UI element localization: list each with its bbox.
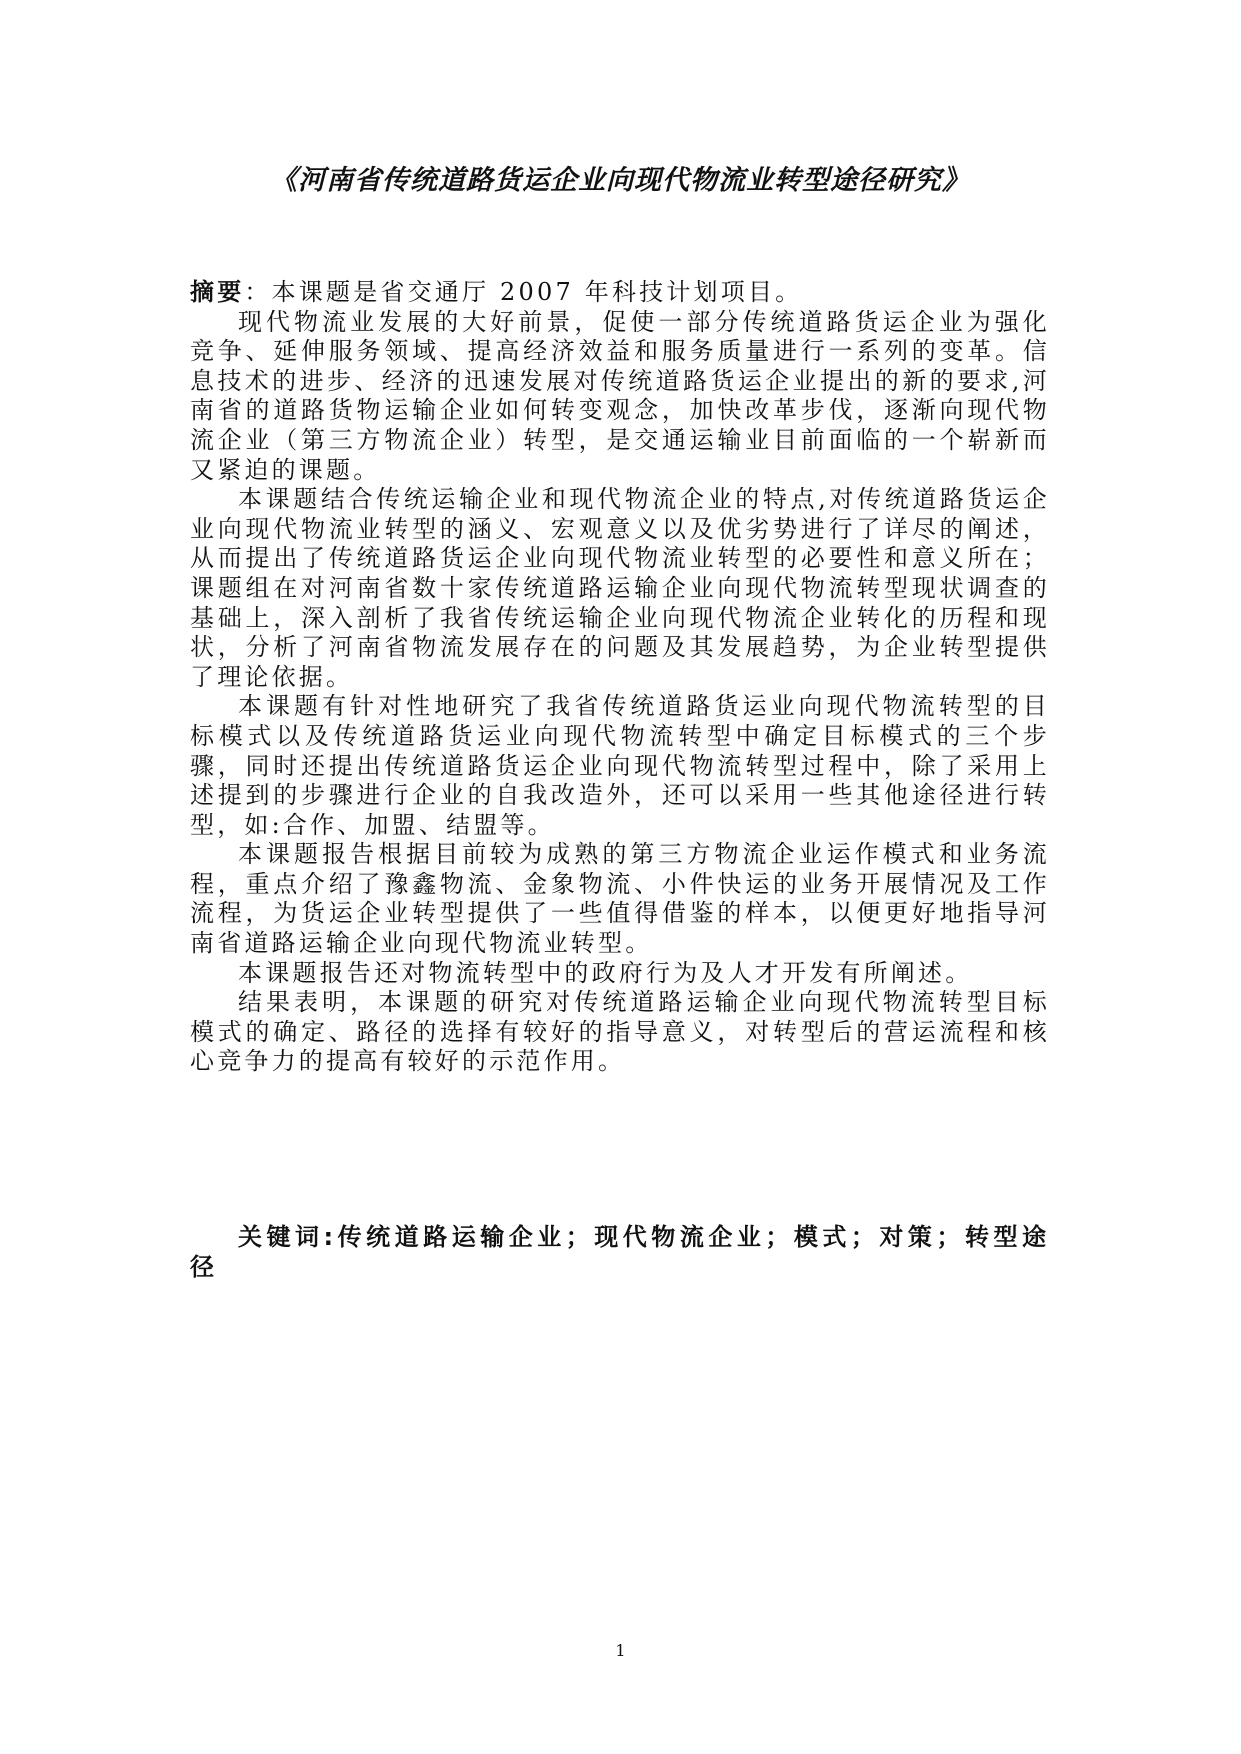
abstract-intro-paragraph [190,278,1050,308]
keywords-paragraph: 关键词:传统道路运输企业；现代物流企业；模式；对策；转型途径 [190,1223,1050,1281]
abstract-paragraph: 结果表明，本课题的研究对传统道路运输企业向现代物流转型目标模式的确定、路径的选择有较好的指导意义，对转型后的营运流程和核心竞争力的提高有较好的示范作用。 [190,988,1050,1076]
abstract-paragraph: 本课题有针对性地研究了我省传统道路货运业向现代物流转型的目标模式以及传统道路货运业向现代物流转型中确定目标模式的三个步骤，同时还提出传统道路货运企业向现代物流转型过程中，除了采用上述提到的步骤进行企业的自我改造外，还可以采用一些其他途径进行转型，如:合作、加盟、结盟等。 [190,692,1050,839]
abstract-paragraph: 本课题报告根据目前较为成熟的第三方物流企业运作模式和业务流程，重点介绍了豫鑫物流、金象物流、小件快运的业务开展情况及工作流程，为货运企业转型提供了一些值得借鉴的样本，以便更好地指导河南省道路运输企业向现代物流业转型。 [190,840,1050,958]
abstract-paragraph: 本课题报告还对物流转型中的政府行为及人才开发有所阐述。 [238,958,973,987]
abstract-intro: 本课题是省交通厅 2007 年科技计划项目。 [271,278,803,306]
abstract-section [190,278,1050,1077]
abstract-paragraph: 现代物流业发展的大好前景，促使一部分传统道路货运企业为强化竞争、延伸服务领域、提高经济效益和服务质量进行一系列的变革。信息技术的进步、经济的迅速发展对传统道路货运企业提出的新的要求,河南省的道路货物运输企业如何转变观念，加快改革步伐，逐渐向现代物流企业（第三方物流企业）转型，是交通运输业目前面临的一个崭新而又紧迫的课题。 [190,307,1050,484]
document-title: 《河南省传统道路货运企业向现代物流业转型途径研究》 [270,165,970,196]
page-number: 1 [615,1641,626,1660]
abstract-paragraph: 本课题结合传统运输企业和现代物流企业的特点,对传统道路货运企业向现代物流业转型的涵义、宏观意义以及优劣势进行了详尽的阐述，从而提出了传统道路货运企业向现代物流业转型的必要性和意义所在；课题组在对河南省数十家传统道路运输企业向现代物流转型现状调查的基础上，深入剖析了我省传统运输企业向现代物流企业转化的历程和现状，分析了河南省物流发展存在的问题及其发展趋势，为企业转型提供了理论依据。 [190,485,1050,691]
abstract-label-separator: ： [244,278,272,306]
abstract-label: 摘要 [190,278,245,306]
